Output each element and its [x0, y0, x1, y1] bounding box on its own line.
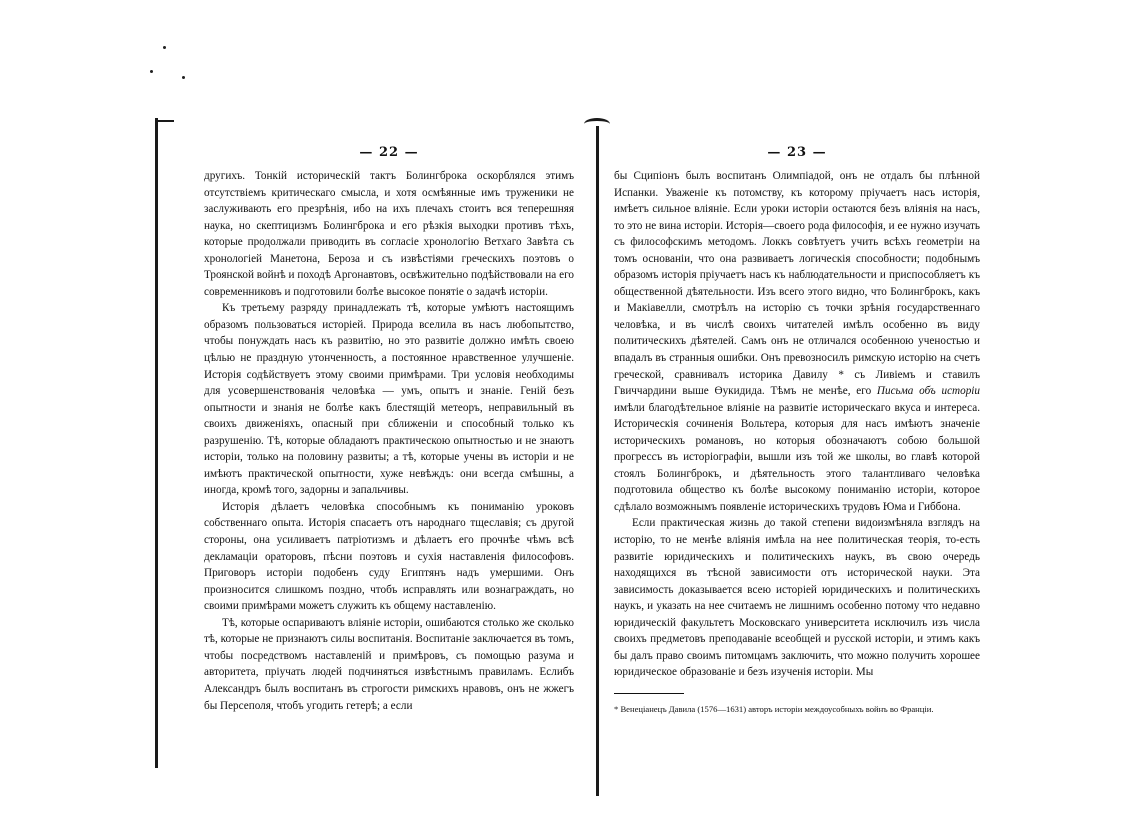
paragraph: Къ третьему разряду принадлежать тѣ, которые умѣютъ настоящимъ образомъ пользоваться исторіей. Природа вселила въ насъ любопытство, чтобы понуждать насъ къ развитію, но это развитіе должно имѣть своею цѣлью не праздную утонченность, а постоянное нравственное улучшеніе. Исторія содѣйствуетъ этому своими примѣрами. Три условія необходимы для усовершенствованія человѣка — умъ, опытъ и знаніе. Геній безъ опытности и знанія не болѣе какъ блестящій метеоръ, неправильный въ своихъ движеніяхъ, опасный при сближеніи и способный только къ разрушенію. Тѣ, которые обладаютъ практическою опытностью и не знаютъ исторіи, только на половину развиты; а тѣ, которые учены въ исторіи и не имѣютъ практической опытности, хуже невѣждъ: они всегда смѣшны, а иногда, кромѣ того, задорны и запальчивы.: [204, 302, 574, 497]
paragraph: Тѣ, которые оспариваютъ вліяніе исторіи, ошибаются столько же сколько тѣ, которые не признаютъ силы воспитанія. Воспитаніе заключается въ томъ, чтобы посредствомъ наставленій и примѣровъ, съ помощью разума и авторитета, пріучать людей подчиняться извѣстнымъ правиламъ. Еслибъ Александръ былъ воспитанъ въ строгости римскихъ нравовъ, онъ не жжегъ бы Персеполя, чтобъ угодить гетерѣ; а если: [204, 616, 574, 712]
page-number: — 23 —: [767, 145, 827, 160]
book-title: Письма объ исторіи: [876, 385, 981, 398]
paragraph: [614, 168, 980, 515]
scan-speck: [150, 70, 153, 73]
paragraph: Если практическая жизнь до такой степени видоизмѣняла взглядъ на исторію, то не менѣе вліянія имѣла на нее политическая теорія, то-есть развитіе юридическихъ и политическихъ наукъ, въ свою очередь находящихся въ тѣсной зависимости отъ исторической науки. Эта зависимость доказывается всею исторіей юридическихъ и политическихъ наукъ, и указать на нее считаемъ не лишнимъ особенно потому что недавно юридическій факультетъ Московскаго университета исключилъ изъ числа своихъ предметовъ преподаваніе всеобщей и русской исторіи, и этимъ какъ бы далъ право своимъ питомцамъ заключить, что можно получить хорошее юридическое образованіе и безъ изученія исторіи. Мы: [614, 517, 980, 679]
scan-speck: [182, 76, 185, 79]
scan-speck: [163, 46, 166, 49]
footnote: * Венеціанецъ Давила (1576—1631) авторъ исторіи междоусобныхъ войнъ во Франціи.: [614, 703, 934, 714]
paragraph-text: бы Сципіонъ былъ воспитанъ Олимпіадой, онъ не отдалъ бы плѣнной Испанки. Уваженіе къ потомству, къ которому пріучаетъ насъ исторія, имѣетъ сильное вліяніе. Если уроки исторіи остаются безъ вліянія на насъ, то это не вина исторіи. Исторія—своего рода философія, и ее нужно изучать съ философскимъ методомъ. Локкъ совѣтуетъ учить всѣхъ геометріи на томъ основаніи, что она развиваетъ логическія способности; подобнымъ образомъ исторія пріучаетъ насъ къ наблюдательности и приспособляетъ къ общественной дѣятельности. Изъ всего этого видно, что Болингброкъ, какъ и Макіавелли, смотрѣлъ на исторію съ точки зрѣнія государственнаго человѣка, и въ числѣ своихъ читателей имѣлъ особенно въ виду политическихъ дѣятелей. Самъ онъ не отличался особенною ученостью и впадалъ въ странныя ошибки. Онъ превозносилъ римскую исторію на счетъ греческой, сравнивалъ историка Давилу * съ Ливіемъ и ставилъ Гвиччардини выше Өукидида. Тѣмъ не менѣе, его: [614, 170, 980, 398]
book-gutter: [596, 126, 599, 796]
page-number: — 22 —: [359, 145, 419, 160]
paragraph-text: имѣли благодѣтельное вліяніе на развитіе историческаго вкуса и интереса. Историческія сочиненія Вольтера, которыя для насъ имѣютъ значеніе историческихъ романовъ, но которыя обозначаютъ собою большой прогрессъ въ исторіографіи, вышли изъ той же школы, во главѣ которой стоялъ Болингброкъ, и дѣятельность этого талантливаго человѣка подготовила общество къ болѣе высокому пониманію исторіи, которое сдѣлало возможнымъ появленіе историческихъ трудовъ Юма и Гиббона.: [614, 401, 980, 513]
paragraph: другихъ. Тонкій историческій тактъ Болингброка оскорблялся этимъ отсутствіемъ критическаго смысла, и хотя осмѣянные имъ труженики не заслуживають его презрѣнія, ибо на ихъ плечахъ стоитъ вся теперешняя наука, но скептицизмъ Болингброка и его рѣзкія выходки противъ тѣхъ, которые продолжали приводить въ согласіе хронологію Ветхаго Завѣта съ хронологіей Манетона, Бероза и съ извѣстіями греческихъ поэтовъ о Троянской войнѣ и походѣ Аргонавтовъ, освѣжительно подѣйствовали на его современниковъ и подготовили болѣе высокое понятіе о задачѣ исторіи.: [204, 170, 574, 298]
page-edge-tick: [158, 120, 174, 122]
footnote-rule: [614, 693, 684, 694]
page-edge-left: [155, 118, 158, 768]
left-page: [204, 145, 574, 714]
paragraph: Исторія дѣлаетъ человѣка способнымъ къ пониманію уроковъ собственнаго опыта. Исторія спасаетъ отъ народнаго тщеславія; съ другой стороны, она усиливаетъ патріотизмъ и дѣлаетъ его прочнѣе чѣмъ всѣ декламаціи ораторовъ, пѣсни поэтовъ и сухія наставленія философовъ. Приговоръ исторіи подобенъ суду Египтянъ надъ умершими. Онъ произносится слишкомъ поздно, чтобъ исправлять или вознаграждать, но своими примѣрами можетъ служить къ общему наставленію.: [204, 500, 574, 613]
right-page: [614, 145, 980, 723]
